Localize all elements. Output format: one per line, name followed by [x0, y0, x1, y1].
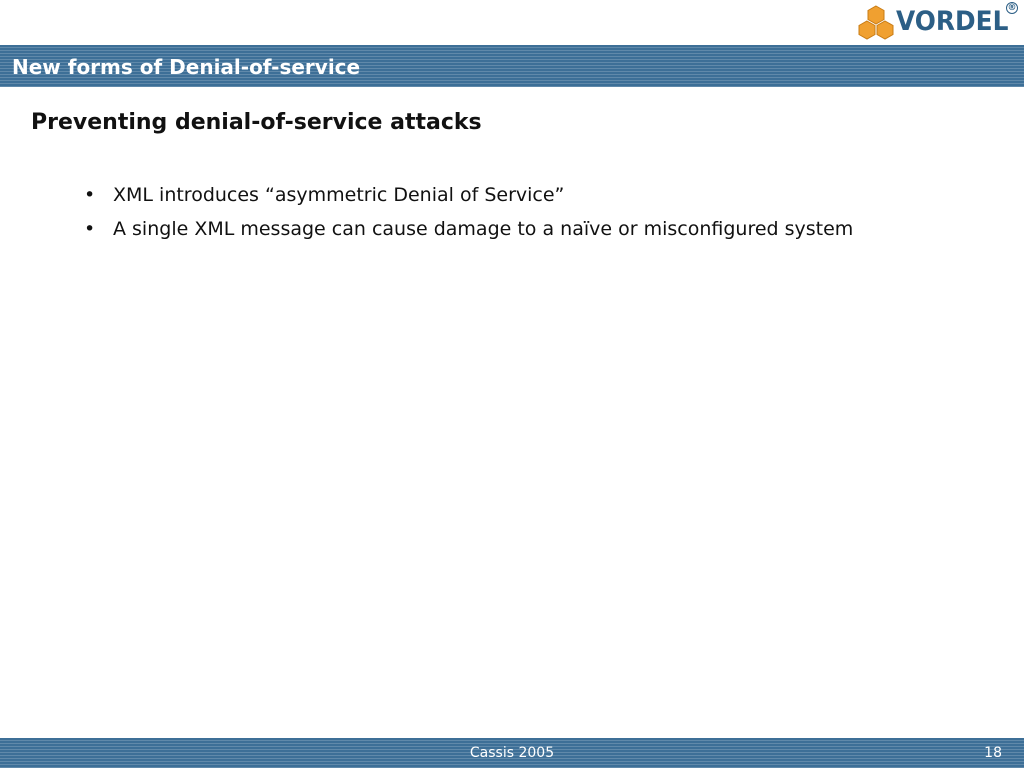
bullet-item [82, 216, 853, 250]
bullet-list [82, 182, 853, 250]
bullet-icon: • [84, 218, 96, 240]
slide-heading: Preventing denial-of-service attacks [31, 110, 482, 135]
footer-text: Cassis 2005 [469, 745, 555, 761]
bullet-text: A single XML message can cause damage to a naïve or misconfigured system [113, 218, 854, 240]
page-number: 18 [984, 745, 1002, 761]
vordel-logo [858, 4, 1018, 42]
footer-band [0, 738, 1024, 768]
bullet-icon: • [84, 184, 96, 206]
logo-text: VORDEL [896, 6, 1009, 37]
title-band [0, 45, 1024, 87]
slide-title: New forms of Denial-of-service [12, 55, 361, 79]
bullet-item [82, 182, 853, 216]
hexagon-logo-icon [858, 4, 894, 42]
registered-mark: ® [1007, 3, 1017, 13]
bullet-text: XML introduces “asymmetric Denial of Service” [113, 184, 565, 206]
